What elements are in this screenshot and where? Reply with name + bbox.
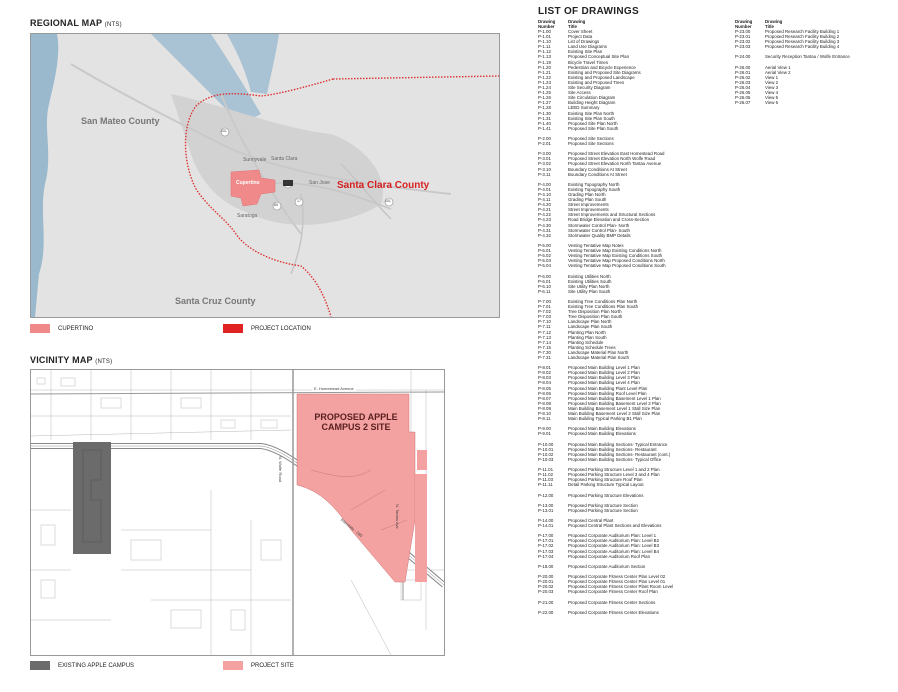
drawing-title: Vesting Tentative Map Existing Conditions South bbox=[568, 253, 663, 259]
drawing-title: Proposed Corporate Fitness Center Plan Level 01 bbox=[568, 579, 666, 585]
drawing-number: P-23.01 bbox=[735, 34, 751, 40]
drawing-title: Existing Topography South bbox=[568, 186, 621, 192]
drawing-title: Planting Schedule bbox=[568, 339, 604, 345]
drawing-title: Detail Parking Structure Typical Layout bbox=[568, 482, 644, 488]
drawing-title: List of Drawings bbox=[568, 39, 600, 45]
drawing-title: Proposed Site Sections bbox=[568, 141, 614, 147]
drawing-number: P-1.30 bbox=[538, 110, 551, 116]
drawing-title: Grading Plan South bbox=[568, 197, 607, 203]
drawing-title: Existing Utilities South bbox=[568, 278, 612, 284]
drawing-number: P-11.02 bbox=[538, 472, 554, 478]
drawing-number: P-5.01 bbox=[538, 248, 551, 254]
drawing-title: Site Circulation Diagram bbox=[568, 95, 616, 101]
drawing-number: P-17.03 bbox=[538, 548, 554, 554]
drawing-title: Stormwater Control Plan- North bbox=[568, 222, 630, 228]
drawing-number: P-6.01 bbox=[538, 278, 551, 284]
drawing-title: Proposed Main Building Basement Level 2 Plan bbox=[568, 400, 661, 406]
header2-drawing-title-2: Title bbox=[765, 24, 774, 29]
drawing-title: Site Utility Plan South bbox=[568, 288, 611, 294]
drawing-number: P-3.10 bbox=[538, 166, 551, 172]
drawing-number: P-7.14 bbox=[538, 339, 551, 345]
drawing-title: Proposed Main Building Sections- Restaurant (cont.) bbox=[568, 451, 671, 457]
drawing-number: P-5.03 bbox=[538, 258, 551, 264]
drawing-title: Existing Site Plan bbox=[568, 49, 603, 55]
drawing-title: View 2 bbox=[765, 79, 779, 85]
drawing-number: P-14.00 bbox=[538, 518, 554, 523]
drawing-number: P-1.11 bbox=[538, 44, 551, 50]
drawing-title: Site Security Diagram bbox=[568, 85, 611, 91]
drawing-number: P-5.00 bbox=[538, 242, 551, 248]
drawing-title: View 3 bbox=[765, 85, 779, 91]
header-drawing-title-2: Title bbox=[568, 24, 577, 29]
drawing-number: P-10.00 bbox=[538, 441, 554, 447]
drawing-number: P-4.11 bbox=[538, 197, 551, 203]
drawing-number: P-26.01 bbox=[735, 69, 751, 75]
drawing-title: View 6 bbox=[765, 100, 779, 106]
drawing-title: Proposed Parking Structure Section bbox=[568, 502, 638, 508]
label-santa-clara-county: Santa Clara County bbox=[337, 180, 430, 191]
drawing-title: Street Improvements bbox=[568, 207, 609, 213]
drawing-title: Proposed Main Building Plant Level Plan bbox=[568, 385, 648, 391]
drawing-number: P-10.03 bbox=[538, 456, 554, 462]
drawing-number: P-1.23 bbox=[538, 79, 551, 85]
drawing-number: P-24.00 bbox=[735, 54, 751, 60]
drawing-number: P-10.01 bbox=[538, 446, 554, 452]
drawing-title: Proposed Street Elevation North Tantau Avenue bbox=[568, 161, 662, 167]
label-interstate-280: Interstate - 280 bbox=[339, 517, 364, 539]
hwy-280-shield: 280 bbox=[284, 181, 290, 185]
drawing-number: P-4.20 bbox=[538, 202, 551, 208]
drawing-number: P-17.01 bbox=[538, 538, 554, 544]
drawing-title: Main Building Typical Parking B1 Plan bbox=[568, 416, 642, 422]
drawing-list-column-2 bbox=[735, 19, 885, 105]
drawing-number: P-7.11 bbox=[538, 324, 551, 330]
drawing-title: Proposed Main Building Level 3 Plan bbox=[568, 375, 640, 381]
drawing-number: P-1.01 bbox=[538, 34, 551, 40]
drawing-number: P-3.02 bbox=[538, 161, 551, 167]
drawing-title: Proposed Site Plan North bbox=[568, 120, 618, 126]
drawing-number: P-7.03 bbox=[538, 314, 551, 320]
drawing-number: P-1.22 bbox=[538, 74, 551, 80]
drawing-number: P-26.07 bbox=[735, 100, 751, 106]
hwy-101-south-shield: 101 bbox=[385, 199, 391, 203]
drawing-title: Existing and Proposed Landscape bbox=[568, 74, 635, 80]
list-of-drawings-title: LIST OF DRAWINGS bbox=[538, 6, 639, 17]
label-santa-cruz: Santa Cruz County bbox=[175, 296, 256, 306]
drawing-number: P-26.02 bbox=[735, 74, 751, 80]
drawing-title: Proposed Corporate Auditorium Plan: Level B3 bbox=[568, 543, 660, 549]
drawing-number: P-1.27 bbox=[538, 100, 551, 106]
drawing-title: Grading Plan North bbox=[568, 192, 606, 197]
drawing-number: P-17.02 bbox=[538, 543, 554, 549]
drawing-title: Proposed Research Facility Building 3 bbox=[765, 39, 840, 45]
header-drawing-number-2: Number bbox=[538, 24, 555, 29]
hwy-85-shield: 85 bbox=[274, 203, 278, 207]
drawing-number: P-1.31 bbox=[538, 115, 551, 121]
drawing-number: P-7.01 bbox=[538, 304, 551, 310]
drawing-title: Street Improvements bbox=[568, 202, 609, 208]
drawing-title: Proposed Main Building Elevations bbox=[568, 431, 636, 437]
label-santa-clara-city: Santa Clara bbox=[271, 156, 298, 162]
drawing-number: P-9.01 bbox=[538, 431, 551, 437]
drawing-number: P-8.11 bbox=[538, 416, 551, 422]
drawing-row bbox=[538, 610, 728, 615]
label-san-mateo: San Mateo County bbox=[81, 116, 160, 126]
drawing-title: Vesting Tentative Map Proposed Conditions North bbox=[568, 258, 665, 264]
drawing-title: Proposed Parking Structure Elevations bbox=[568, 492, 644, 498]
drawing-list-header-2 bbox=[735, 19, 885, 29]
drawing-title: Proposed Corporate Fitness Center Plan Level 02 bbox=[568, 574, 666, 580]
drawing-title: Boundary Conditions At Street bbox=[568, 166, 627, 172]
drawing-title: Existing Tree Conditions Plan North bbox=[568, 298, 638, 304]
drawing-number: P-5.02 bbox=[538, 253, 551, 259]
drawing-number: P-1.12 bbox=[538, 49, 551, 55]
hwy-101-shield: 101 bbox=[221, 129, 227, 133]
drawing-number: P-1.40 bbox=[538, 120, 551, 126]
drawing-number: P-4.32 bbox=[538, 232, 551, 238]
vicinity-map[interactable] bbox=[30, 369, 445, 656]
drawing-number: P-8.10 bbox=[538, 411, 551, 417]
drawing-title: Planting Plan North bbox=[568, 329, 606, 335]
drawing-number: P-8.08 bbox=[538, 400, 551, 406]
drawing-number: P-8.09 bbox=[538, 405, 551, 411]
drawing-number: P-10.02 bbox=[538, 451, 554, 457]
drawing-title: Vesting Tentative Map Proposed Conditions South bbox=[568, 263, 666, 269]
drawing-number: P-1.20 bbox=[538, 64, 551, 70]
drawing-title: Proposed Corporate Auditorium Plan: Level B4 bbox=[568, 548, 660, 554]
drawing-number: P-20.02 bbox=[538, 584, 554, 590]
drawing-number: P-18.00 bbox=[538, 563, 554, 569]
drawing-number: P-2.00 bbox=[538, 135, 551, 141]
drawing-number: P-8.04 bbox=[538, 380, 551, 386]
drawing-title: Existing and Proposed Trees bbox=[568, 79, 625, 85]
drawing-number: P-7.31 bbox=[538, 355, 551, 360]
drawing-number: P-8.06 bbox=[538, 390, 551, 396]
drawing-title: Land Use Diagrams bbox=[568, 44, 607, 50]
drawing-number: P-26.03 bbox=[735, 79, 751, 85]
drawing-title: Proposed Conceptual Site Plan bbox=[568, 54, 630, 60]
legend-cupertino bbox=[30, 324, 93, 333]
drawing-list-body-2 bbox=[735, 29, 885, 105]
drawing-number: P-1.25 bbox=[538, 90, 551, 96]
drawing-number: P-21.00 bbox=[538, 599, 554, 605]
drawing-number: P-8.05 bbox=[538, 385, 551, 391]
drawing-title: Existing Site Plan South bbox=[568, 115, 615, 121]
drawing-title: Landscape Plan North bbox=[568, 319, 612, 325]
drawing-title: Bicycle Travel Times bbox=[568, 59, 609, 65]
drawing-title: Site Utility Plan North bbox=[568, 283, 610, 289]
drawing-number: P-4.23 bbox=[538, 217, 551, 223]
legend-existing-campus bbox=[30, 661, 134, 670]
drawing-title: Landscape Material Plan North bbox=[568, 349, 629, 355]
drawing-title: Proposed Main Building Sections- Typical Office bbox=[568, 456, 662, 462]
regional-map-scale: (NTS) bbox=[104, 22, 122, 28]
legend-project-site-swatch bbox=[223, 661, 243, 670]
drawing-number: P-1.10 bbox=[538, 39, 551, 45]
drawing-title: Proposed Corporate Auditorium Plan: Level 1 bbox=[568, 533, 657, 539]
drawing-title: Proposed Main Building Roof Level Plan bbox=[568, 390, 647, 396]
legend-project-site bbox=[223, 661, 294, 670]
drawing-title: Street Improvements and Structural Sections bbox=[568, 212, 656, 218]
drawing-title: Aerial View 2 bbox=[765, 69, 791, 75]
vicinity-map-scale: (NTS) bbox=[95, 359, 113, 365]
drawing-title: Stormwater Quality BMP Details bbox=[568, 232, 631, 238]
header2-drawing-number-2: Number bbox=[735, 24, 752, 29]
hwy-17-shield: 17 bbox=[297, 199, 301, 203]
drawing-title: Proposed Main Building Level 2 Plan bbox=[568, 370, 640, 376]
drawing-number: P-4.31 bbox=[538, 227, 551, 233]
drawing-title: Proposed Main Building Elevations bbox=[568, 426, 636, 432]
drawing-title: Building Height Diagram bbox=[568, 100, 616, 106]
regional-map[interactable] bbox=[30, 33, 500, 318]
header-drawing-number-1: Drawing bbox=[538, 19, 556, 24]
drawing-title: Proposed Street Elevation North Wolfe Road bbox=[568, 156, 656, 162]
drawing-title: Existing Topography North bbox=[568, 181, 620, 187]
drawing-number: P-1.21 bbox=[538, 69, 551, 75]
drawing-title: Proposed Main Building Level 1 Plan bbox=[568, 365, 640, 371]
drawing-number: P-3.01 bbox=[538, 156, 551, 162]
drawing-number: P-1.19 bbox=[538, 59, 551, 65]
drawing-number: P-1.41 bbox=[538, 125, 551, 131]
drawing-number: P-4.30 bbox=[538, 222, 551, 228]
drawing-title: Proposed Corporate Auditorium Plan: Level B2 bbox=[568, 538, 660, 544]
header2-drawing-title-1: Drawing bbox=[765, 19, 783, 24]
drawing-number: P-4.10 bbox=[538, 192, 551, 197]
drawing-number: P-26.00 bbox=[735, 64, 751, 70]
header-drawing-title-1: Drawing bbox=[568, 19, 586, 24]
label-saratoga: Saratoga bbox=[237, 213, 258, 219]
drawing-title: Existing and Proposed Site Diagrams bbox=[568, 69, 641, 75]
label-san-jose: San Jose bbox=[309, 180, 330, 186]
drawing-number: P-14.01 bbox=[538, 523, 554, 529]
drawing-number: P-26.04 bbox=[735, 85, 751, 91]
regional-map-title-text: REGIONAL MAP bbox=[30, 18, 103, 28]
drawing-number: P-13.01 bbox=[538, 507, 554, 513]
drawing-title: Proposed Research Facility Building 2 bbox=[765, 34, 840, 40]
drawing-number: P-6.11 bbox=[538, 288, 551, 294]
drawing-title: Main Building Basement Level 2 Stall Size Plan bbox=[568, 411, 661, 417]
drawing-number: P-7.00 bbox=[538, 298, 551, 304]
drawing-number: P-23.00 bbox=[735, 29, 751, 34]
drawing-number: P-4.01 bbox=[538, 186, 551, 192]
drawing-title: Boundary Conditions At Street bbox=[568, 171, 627, 177]
drawing-number: P-4.21 bbox=[538, 207, 551, 213]
drawing-number: P-20.03 bbox=[538, 589, 554, 595]
drawing-title: Project Data bbox=[568, 34, 593, 40]
drawing-number: P-7.13 bbox=[538, 334, 551, 340]
drawing-number: P-4.00 bbox=[538, 181, 551, 187]
drawing-number: P-13.00 bbox=[538, 502, 554, 508]
drawing-row bbox=[735, 100, 885, 105]
label-wolfe-road: N. Wolfe Road bbox=[278, 456, 283, 482]
drawing-number: P-2.01 bbox=[538, 141, 551, 147]
label-cupertino: Cupertino bbox=[236, 180, 260, 186]
drawing-number: P-8.07 bbox=[538, 395, 551, 401]
header2-drawing-number-1: Drawing bbox=[735, 19, 753, 24]
legend-cupertino-swatch bbox=[30, 324, 50, 333]
drawing-number: P-8.02 bbox=[538, 370, 551, 376]
drawing-number: P-12.00 bbox=[538, 492, 554, 498]
drawing-number: P-4.22 bbox=[538, 212, 551, 218]
drawing-number: P-11.11 bbox=[538, 482, 553, 488]
drawing-number: P-17.00 bbox=[538, 533, 554, 539]
drawing-number: P-7.15 bbox=[538, 344, 551, 350]
drawing-title: Stormwater Control Plan- South bbox=[568, 227, 630, 233]
drawing-title: Proposed Corporate Fitness Center Roof Plan bbox=[568, 589, 658, 595]
drawing-title: Proposed Street Elevation East Homestead Road bbox=[568, 151, 665, 157]
drawing-number: P-7.10 bbox=[538, 319, 551, 325]
drawing-number: P-8.03 bbox=[538, 375, 551, 381]
drawing-title: Proposed Parking Structure Level 1 and 2 Plan bbox=[568, 467, 660, 473]
drawing-number: P-9.00 bbox=[538, 426, 551, 432]
drawing-number: P-8.01 bbox=[538, 365, 551, 371]
drawing-number: P-11.01 bbox=[538, 467, 554, 473]
label-homestead-ave: E. Homestead Avenue bbox=[314, 386, 354, 391]
drawing-number: P-11.03 bbox=[538, 477, 554, 483]
drawing-title: Proposed Site Sections bbox=[568, 135, 614, 141]
drawing-number: P-1.24 bbox=[538, 85, 551, 91]
drawing-number: P-6.10 bbox=[538, 283, 551, 289]
drawing-title: Proposed Corporate Auditorium Section bbox=[568, 563, 646, 569]
drawing-number: P-17.04 bbox=[538, 553, 554, 559]
drawing-title: Planting Schedule Trees bbox=[568, 344, 616, 350]
drawing-title: Vesting Tentative Map Existing Conditions North bbox=[568, 248, 662, 254]
drawing-title: Proposed Parking Structure Level 3 and 4 Plan bbox=[568, 472, 660, 478]
drawing-title: Proposed Corporate Fitness Center Plant Room Level bbox=[568, 584, 674, 590]
drawing-title: View 5 bbox=[765, 95, 779, 101]
drawing-title: Proposed Corporate Auditorium Roof Plan bbox=[568, 553, 651, 559]
drawing-title: Landscape Material Plan South bbox=[568, 355, 630, 360]
drawing-title: Planting Plan South bbox=[568, 334, 607, 340]
drawing-title: Landscape Plan South bbox=[568, 324, 613, 330]
drawing-number: P-1.00 bbox=[538, 29, 551, 34]
drawing-number: P-5.04 bbox=[538, 263, 551, 269]
drawing-title: Proposed Research Facility Building 1 bbox=[765, 29, 840, 34]
drawing-title: Proposed Central Plant bbox=[568, 518, 614, 523]
drawing-title: Security Reception Tantau / Wolfe Entrance bbox=[765, 54, 850, 60]
label-sunnyvale: Sunnyvale bbox=[243, 157, 267, 163]
drawing-list-column-1 bbox=[538, 19, 728, 615]
drawing-title: Vesting Tentative Map Notes bbox=[568, 242, 624, 248]
vicinity-map-title-text: VICINITY MAP bbox=[30, 355, 93, 365]
drawing-number: P-7.12 bbox=[538, 329, 551, 335]
drawing-title: Pedestrian and Bicycle Experience bbox=[568, 64, 636, 70]
drawing-number: P-3.00 bbox=[538, 151, 551, 157]
drawing-title: View 1 bbox=[765, 74, 779, 80]
drawing-title: Proposed Site Plan South bbox=[568, 125, 619, 131]
drawing-title: Proposed Corporate Fitness Center Elevations bbox=[568, 609, 659, 615]
drawing-title: Existing Tree Conditions Plan South bbox=[568, 304, 639, 310]
drawing-number: P-6.00 bbox=[538, 273, 551, 279]
drawing-title: Proposed Main Building Basement Level 1 Plan bbox=[568, 395, 661, 401]
drawing-title: Proposed Central Plant Sections and Elevations bbox=[568, 523, 662, 529]
drawing-title: Proposed Main Building Level 4 Plan bbox=[568, 380, 640, 386]
drawing-number: P-7.30 bbox=[538, 349, 551, 355]
vicinity-map-title bbox=[30, 355, 112, 365]
drawing-title: Proposed Parking Structure Roof Plan bbox=[568, 477, 643, 483]
regional-map-title bbox=[30, 18, 122, 28]
legend-existing-campus-swatch bbox=[30, 661, 50, 670]
drawing-number: P-26.06 bbox=[735, 95, 751, 101]
drawing-title: LEED Summary bbox=[568, 105, 600, 111]
drawing-title: Main Building Basement Level 1 Stall Size Plan bbox=[568, 405, 661, 411]
legend-cupertino-label: CUPERTINO bbox=[58, 325, 94, 332]
drawing-list-body-1 bbox=[538, 29, 728, 615]
drawing-title: View 4 bbox=[765, 90, 779, 96]
drawing-title: Site Access bbox=[568, 90, 591, 96]
drawing-title: Proposed Main Building Sections- Typical Entrance bbox=[568, 441, 668, 447]
drawing-title: Existing Utilities North bbox=[568, 273, 611, 279]
drawing-number: P-20.01 bbox=[538, 579, 554, 585]
drawing-title: Proposed Research Facility Building 4 bbox=[765, 44, 840, 50]
drawing-title: Proposed Corporate Fitness Center Sections bbox=[568, 599, 656, 605]
label-tantau-ave: N. Tantau Ave bbox=[395, 504, 400, 529]
drawing-list-header bbox=[538, 19, 728, 29]
drawing-title: Cover Sheet bbox=[568, 29, 593, 34]
legend-project-location bbox=[223, 324, 311, 333]
drawing-title: Proposed Parking Structure Section bbox=[568, 507, 638, 513]
label-project-site: PROPOSED APPLE CAMPUS 2 SITE bbox=[314, 412, 398, 432]
drawing-title: Tree Disposition Plan South bbox=[568, 314, 623, 320]
drawing-number: P-20.00 bbox=[538, 574, 554, 580]
regional-map-graphic bbox=[31, 34, 499, 317]
drawing-title: Tree Disposition Plan North bbox=[568, 309, 622, 315]
drawing-number: P-3.11 bbox=[538, 171, 551, 177]
legend-project-site-label: PROJECT SITE bbox=[251, 662, 294, 669]
drawing-number: P-1.26 bbox=[538, 95, 551, 101]
legend-project-location-swatch bbox=[223, 324, 243, 333]
drawing-number: P-1.28 bbox=[538, 105, 551, 111]
drawing-title: Road Bridge Elevation and Cross-Section bbox=[568, 217, 650, 223]
drawing-number: P-7.02 bbox=[538, 309, 551, 315]
drawing-number: P-1.13 bbox=[538, 54, 551, 60]
drawing-title: Aerial View 1 bbox=[765, 64, 791, 70]
drawing-number: P-23.03 bbox=[735, 44, 751, 50]
drawing-number: P-22.00 bbox=[538, 609, 554, 615]
drawing-number: P-26.05 bbox=[735, 90, 751, 96]
legend-existing-campus-label: EXISTING APPLE CAMPUS bbox=[58, 662, 135, 669]
drawing-title: Proposed Main Building Sections- Restaurant bbox=[568, 446, 657, 452]
drawing-title: Existing Site Plan North bbox=[568, 110, 615, 116]
legend-project-location-label: PROJECT LOCATION bbox=[251, 325, 311, 332]
drawing-number: P-23.02 bbox=[735, 39, 751, 45]
